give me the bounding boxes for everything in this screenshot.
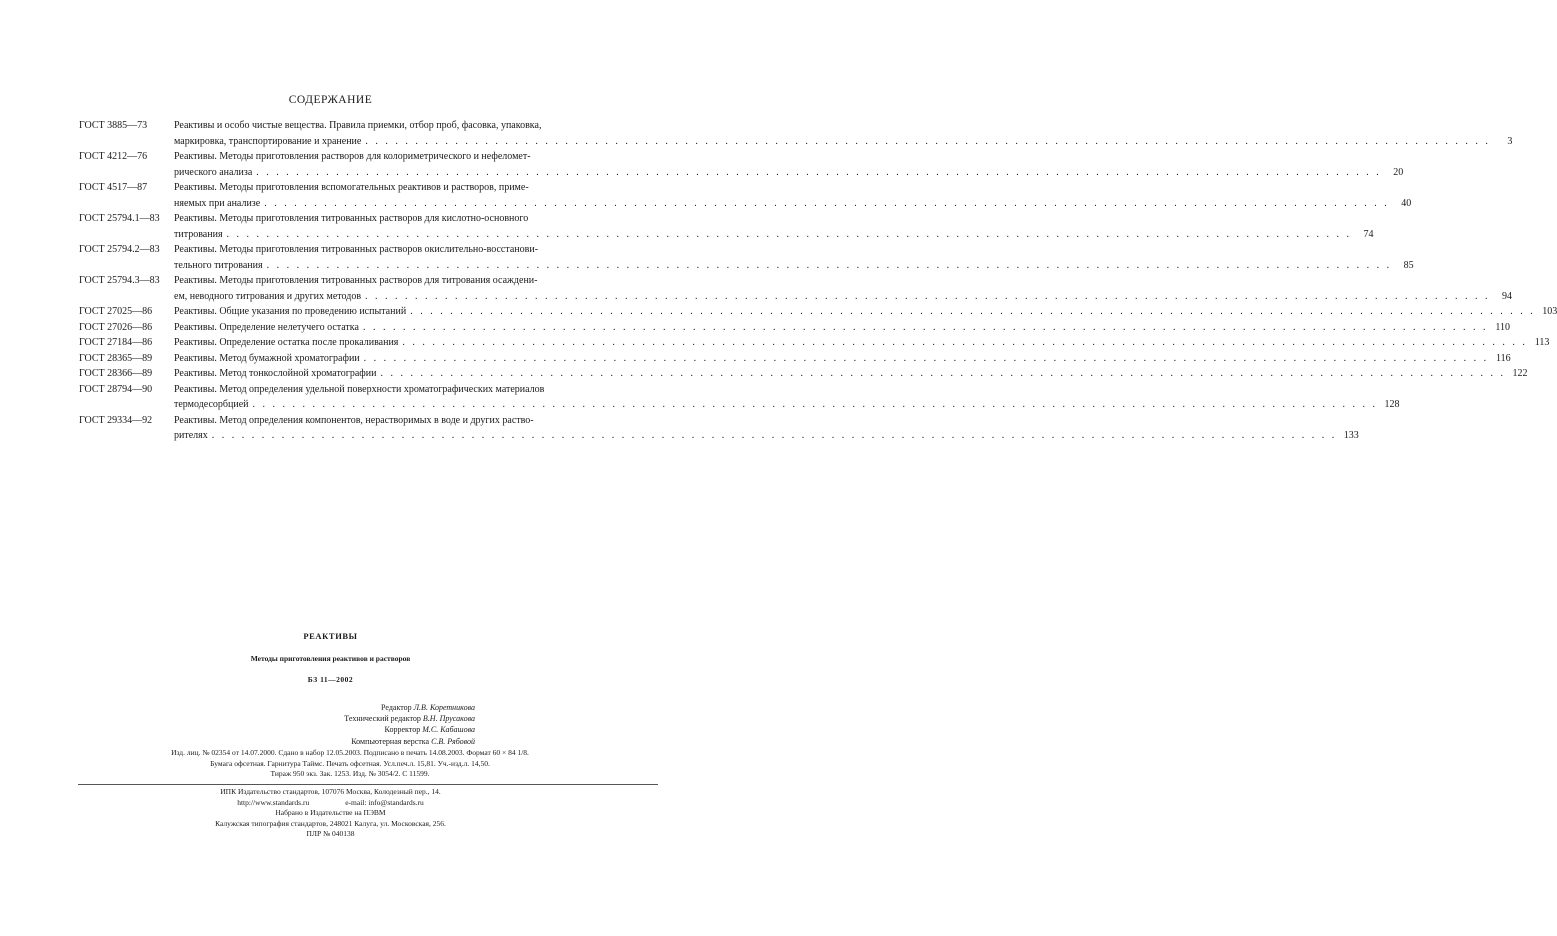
toc-entry-code: ГОСТ 25794.1—83 [79, 213, 160, 224]
publisher-info [0, 787, 661, 840]
toc-entry-title: Реактивы. Метод определения компонентов, нерастворимых в воде и других раство- [174, 414, 534, 426]
print-details [80, 748, 620, 780]
toc-page-number: 85 [1403, 259, 1414, 271]
toc-leader-dots [410, 304, 1535, 320]
toc-page-number: 128 [1384, 399, 1400, 410]
toc-leader-dots [256, 165, 1381, 181]
toc-entry-title: рителях [174, 430, 208, 441]
toc-entry [79, 273, 1513, 304]
toc-page-number: 116 [1496, 352, 1511, 364]
publisher-address: ИПК Издательство стандартов, 107076 Москва, Колодезный пер., 14. [220, 787, 441, 796]
staff-layout: Компьютерная верстка С.В. Рябовой [351, 736, 475, 746]
toc-entry [79, 320, 1510, 336]
toc-entry-title: тельного титрования [174, 259, 263, 271]
staff-tech-editor: Технический редактор В.Н. Прусакова [344, 714, 475, 724]
toc-entry-code: ГОСТ 4212—76 [79, 151, 148, 162]
toc-page-number: 40 [1401, 197, 1412, 209]
toc-entry [79, 382, 1400, 413]
print-details-line: Бумага офсетная. Гарнитура Таймс. Печать офсетная. Усл.печ.л. 15,81. Уч.-изд.л. 14,50. [210, 758, 490, 768]
toc-leader-dots [365, 134, 1490, 150]
toc-leader-dots [212, 428, 1337, 444]
toc-entry-title: маркировка, транспортирование и хранение [174, 135, 362, 147]
toc-entry [79, 242, 1414, 273]
toc-entry [79, 118, 1513, 149]
toc-entry [79, 335, 1550, 351]
publisher-website[interactable]: http://www.standards.ru [237, 797, 310, 807]
toc-entry-code: ГОСТ 29334—92 [79, 414, 153, 426]
staff-editor: Редактор Л.В. Коретникова [381, 703, 475, 712]
toc-entry-title: Реактивы. Общие указания по проведению испытаний [174, 306, 407, 317]
toc-entry-title: Реактивы. Метод бумажной хроматографии [174, 352, 360, 364]
toc-entry [79, 351, 1511, 367]
toc-entry-code: ГОСТ 27026—86 [79, 321, 153, 333]
printing-house: Калужская типография стандартов, 248021 Калуга, ул. Московская, 256. [215, 818, 446, 828]
toc-page-number: 122 [1512, 368, 1528, 379]
toc-entry-code: ГОСТ 28366—89 [79, 368, 153, 379]
toc-entry-title: Реактивы. Определение нелетучего остатка [174, 321, 359, 333]
toc-entry-title: Реактивы. Метод тонкослойной хроматографии [174, 368, 377, 379]
toc-entry-code: ГОСТ 27025—86 [79, 306, 153, 317]
toc-page-number: 74 [1363, 228, 1374, 240]
toc-entry-code: ГОСТ 25794.2—83 [79, 244, 160, 255]
typeset-note: Набрано в Издательстве на ПЭВМ [275, 808, 386, 817]
toc-entry-title: Реактивы. Определение остатка после прокаливания [174, 337, 399, 348]
toc-page-number: 110 [1495, 321, 1510, 333]
imprint-subtitle: Методы приготовления реактивов и растворов [250, 654, 411, 663]
toc-entry-title: Реактивы. Методы приготовления титрованных растворов окислительно-восстанови- [174, 244, 539, 255]
toc-entry [79, 366, 1528, 382]
toc-entry [79, 211, 1374, 242]
toc-page-number: 94 [1502, 290, 1513, 302]
toc-entry-title: Реактивы. Метод определения удельной поверхности хроматографических материалов [174, 383, 545, 395]
toc-entry-title: Реактивы. Методы приготовления титрованных растворов для титрования осаждени- [174, 275, 538, 286]
imprint-bz: БЗ 11—2002 [307, 675, 354, 684]
imprint-title: РЕАКТИВЫ [303, 631, 358, 641]
toc-entry-code: ГОСТ 3885—73 [79, 120, 148, 131]
print-details-line: Изд. лиц. № 02354 от 14.07.2000. Сдано в набор 12.05.2003. Подписано в печать 14.08.2003. Формат 60 × 84 1/8. [171, 748, 529, 757]
toc-entry-title: ем, неводного титрования и других методов [174, 290, 362, 302]
toc-page-number: 3 [1507, 135, 1513, 147]
toc-leader-dots [380, 366, 1505, 382]
toc-entry [79, 413, 1359, 444]
toc-leader-dots [264, 196, 1389, 212]
toc-entry [79, 149, 1404, 180]
toc-leader-dots [253, 397, 1378, 413]
toc-page-number: 20 [1393, 166, 1404, 178]
toc-entry-title: титрования [174, 228, 223, 240]
toc-entry [79, 304, 1557, 320]
toc-leader-dots [402, 335, 1527, 351]
toc-leader-dots [365, 289, 1490, 305]
publisher-email[interactable]: e-mail: info@standards.ru [345, 797, 424, 807]
toc-entry [79, 180, 1412, 211]
staff-list [215, 702, 475, 747]
toc-entry-title: термодесорбцией [174, 399, 249, 410]
plr-number: ПЛР № 040138 [306, 829, 355, 838]
toc-entry-title: Реактивы и особо чистые вещества. Правила приемки, отбор проб, фасовка, упаковка, [174, 120, 542, 131]
toc-entry-title: няемых при анализе [174, 197, 261, 209]
table-of-contents [79, 118, 1557, 444]
toc-leader-dots [227, 227, 1352, 243]
toc-page-number: 113 [1534, 337, 1550, 348]
print-details-line: Тираж 950 экз. Зак. 1253. Изд. № 3054/2. С 11599. [270, 769, 430, 778]
toc-entry-title: Реактивы. Методы приготовления растворов для колориметрического и нефеломет- [174, 151, 531, 162]
toc-entry-code: ГОСТ 25794.3—83 [79, 275, 160, 286]
toc-entry-code: ГОСТ 4517—87 [79, 182, 148, 193]
toc-leader-dots [364, 351, 1489, 367]
toc-entry-title: Реактивы. Методы приготовления вспомогательных реактивов и растворов, приме- [174, 182, 529, 193]
toc-entry-title: рического анализа [174, 166, 253, 178]
divider [78, 784, 658, 785]
toc-entry-code: ГОСТ 28365—89 [79, 352, 153, 364]
toc-entry-code: ГОСТ 27184—86 [79, 337, 153, 348]
toc-page-number: 103 [1542, 306, 1557, 317]
toc-title: СОДЕРЖАНИЕ [288, 94, 373, 106]
toc-page-number: 133 [1343, 430, 1359, 441]
toc-leader-dots [267, 258, 1392, 274]
toc-entry-title: Реактивы. Методы приготовления титрованных растворов для кислотно-основного [174, 213, 529, 224]
toc-leader-dots [363, 320, 1488, 336]
staff-corrector: Корректор М.С. Кабашова [384, 725, 475, 735]
toc-entry-code: ГОСТ 28794—90 [79, 383, 153, 395]
